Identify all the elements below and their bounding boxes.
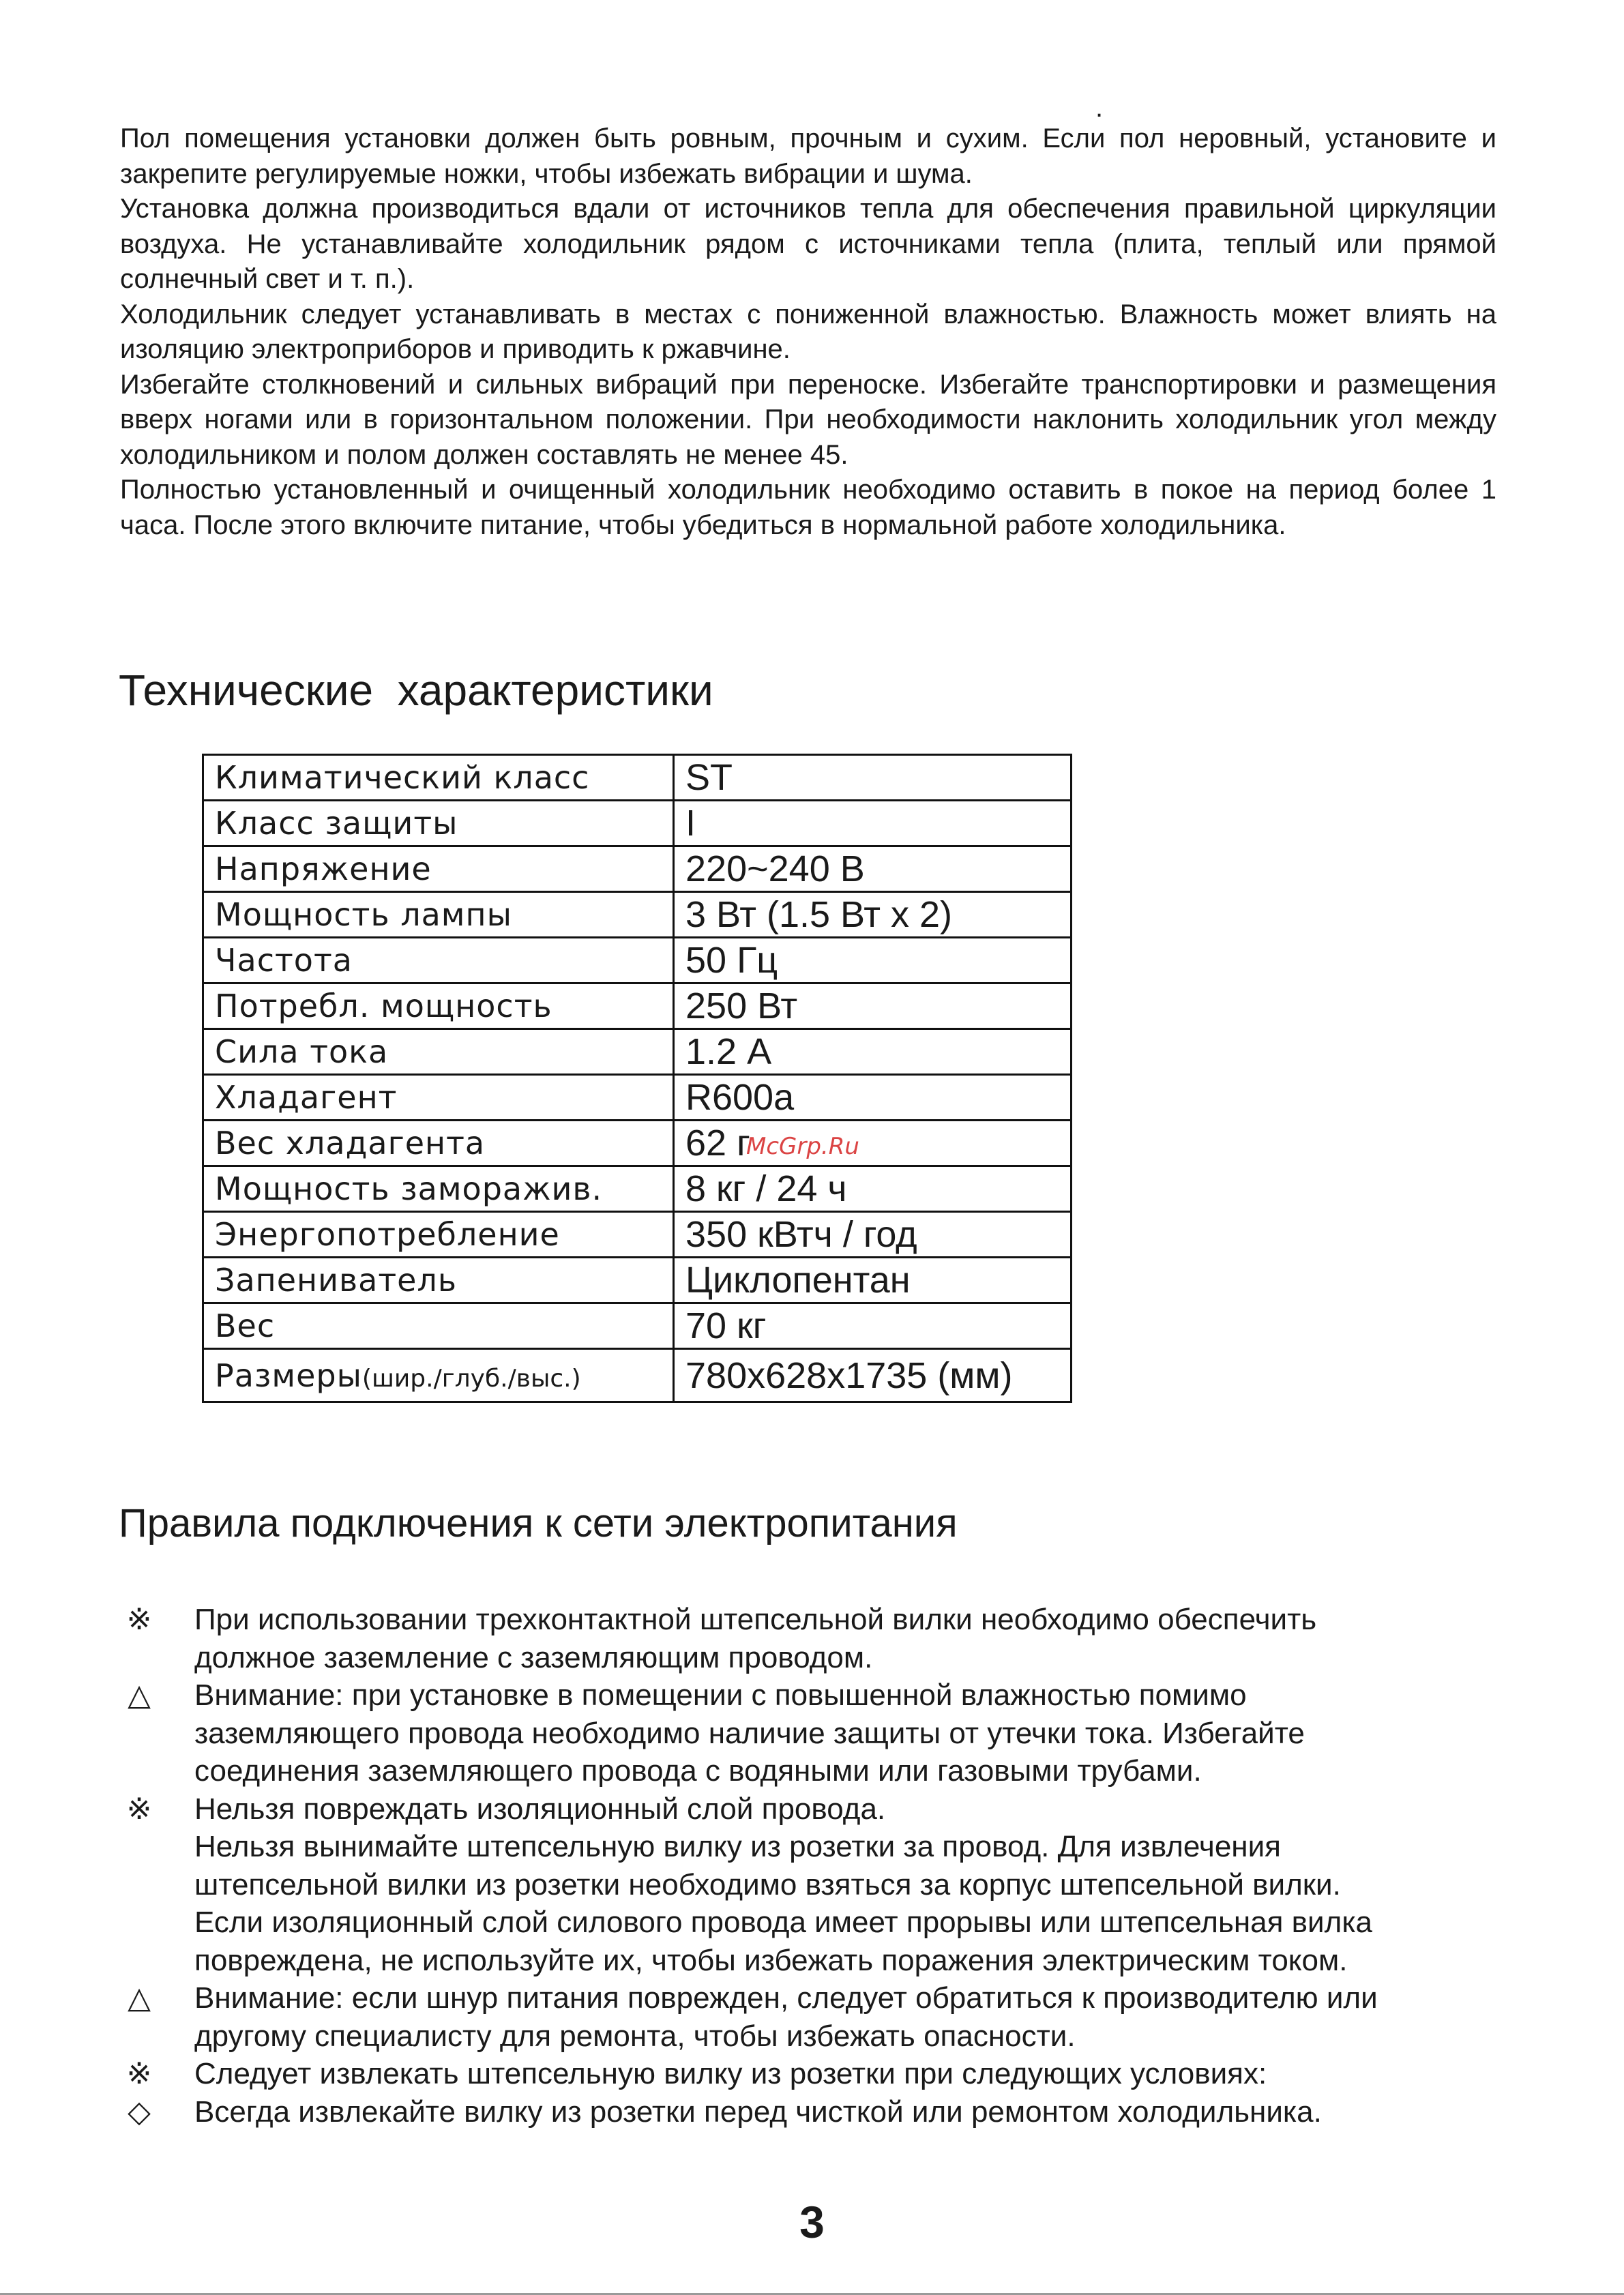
spec-label: Хладагент	[203, 1075, 674, 1121]
spec-label: Климатический класс	[203, 755, 674, 801]
spec-value: 220~240 В	[674, 846, 1072, 892]
spec-value: Циклопентан	[674, 1258, 1072, 1303]
table-row	[203, 1121, 1072, 1166]
intro-paragraph: Избегайте столкновений и сильных вибраций при переноске. Избегайте транспортировки и размещения вверх ногами или в горизонтальном положении. При необходимости наклонить холодильник угол между холодильником и полом должен составлять не менее 45.	[120, 369, 1496, 470]
spec-label-text: Размеры	[215, 1357, 362, 1394]
warning-triangle-icon: △	[128, 1981, 151, 2015]
electrical-rules-title: Правила подключения к сети электропитания	[119, 1501, 958, 1545]
table-row	[203, 892, 1072, 938]
spec-value: R600a	[674, 1075, 1072, 1121]
spec-value: 62 г	[674, 1121, 1072, 1166]
spec-value: 250 Вт	[674, 983, 1072, 1029]
list-item	[119, 1790, 1551, 1980]
spec-label: Сила тока	[203, 1029, 674, 1075]
installation-instructions	[120, 121, 1496, 543]
electrical-rules-list	[119, 1601, 1551, 2131]
spec-label: Потребл. мощность	[203, 983, 674, 1029]
intro-paragraph: Установка должна производиться вдали от источников тепла для обеспечения правильной циркуляции воздуха. Не устанавливайте холодильник рядом с источниками тепла (плита, теплый или прямой солнечный свет и т. п.).	[120, 194, 1496, 294]
reference-mark-icon: ※	[126, 1791, 152, 1826]
rule-text: Всегда извлекайте вилку из розетки перед чисткой или ремонтом холодильника.	[194, 2094, 1322, 2129]
spec-value: 350 кВтч / год	[674, 1212, 1072, 1258]
tech-specs-title: Технические характеристики	[119, 666, 713, 715]
reference-mark-icon: ※	[126, 2056, 152, 2091]
spec-value: 50 Гц	[674, 938, 1072, 983]
intro-paragraph: Пол помещения установки должен быть ровным, прочным и сухим. Если пол неровный, установите и закрепите регулируемые ножки, чтобы избежать вибрации и шума.	[120, 123, 1496, 189]
warning-triangle-icon: △	[128, 1678, 151, 1713]
list-item	[119, 2055, 1551, 2093]
rule-text: Внимание: при установке в помещении с повышенной влажностью помимо заземляющего провода необходимо наличие защиты от утечки тока. Избегайте соединения заземляющего провода с водяными или газовыми трубами.	[194, 1678, 1305, 1788]
rule-text: При использовании трехконтактной штепсельной вилки необходимо обеспечить должное заземление с заземляющим проводом.	[194, 1603, 1317, 1674]
spec-label: Мощность лампы	[203, 892, 674, 938]
table-row	[203, 846, 1072, 892]
list-item	[119, 1676, 1551, 1790]
rule-text: Следует извлекать штепсельную вилку из розетки при следующих условиях:	[194, 2057, 1267, 2090]
table-row	[203, 1166, 1072, 1212]
spec-label: Вес	[203, 1303, 674, 1349]
top-mark: .	[1095, 93, 1104, 123]
table-row	[203, 1349, 1072, 1402]
spec-label: Вес хладагента	[203, 1121, 674, 1166]
spec-value: 70 кг	[674, 1303, 1072, 1349]
spec-value: 780x628x1735 (мм)	[674, 1349, 1072, 1402]
spec-label-suffix: (шир./глуб./выс.)	[361, 1364, 581, 1393]
table-row	[203, 983, 1072, 1029]
intro-paragraph: Холодильник следует устанавливать в местах с пониженной влажностью. Влажность может влиять на изоляцию электроприборов и приводить к ржавчине.	[120, 299, 1496, 364]
spec-label: Частота	[203, 938, 674, 983]
spec-label	[203, 1349, 674, 1402]
reference-mark-icon: ※	[126, 1602, 152, 1637]
table-row	[203, 755, 1072, 801]
table-row	[203, 1258, 1072, 1303]
table-row	[203, 1212, 1072, 1258]
table-row	[203, 1303, 1072, 1349]
table-row	[203, 938, 1072, 983]
spec-label: Запениватель	[203, 1258, 674, 1303]
spec-value: 8 кг / 24 ч	[674, 1166, 1072, 1212]
list-item	[119, 1979, 1551, 2055]
spec-table	[202, 754, 1072, 1403]
spec-label: Класс защиты	[203, 801, 674, 846]
rule-text: Нельзя повреждать изоляционный слой провода. Нельзя вынимайте штепсельную вилку из розетки за провод. Для извлечения штепсельной вилки из розетки необходимо взяться за корпус штепсельной вилки. Если изоляционный слой силового провода имеет прорывы или штепсельная вилка повреждена, не используйте их, чтобы избежать поражения электрическим током.	[194, 1792, 1372, 1977]
watermark: McGrp.Ru	[746, 1133, 859, 1160]
list-item	[119, 1601, 1551, 1676]
rule-text: Внимание: если шнур питания поврежден, следует обратиться к производителю или другому специалисту для ремонта, чтобы избежать опасности.	[194, 1981, 1378, 2053]
spec-label: Напряжение	[203, 846, 674, 892]
table-row	[203, 801, 1072, 846]
table-row	[203, 1029, 1072, 1075]
spec-value: I	[674, 801, 1072, 846]
table-row	[203, 1075, 1072, 1121]
diamond-icon: ◇	[128, 2094, 151, 2129]
spec-value: 3 Вт (1.5 Вт х 2)	[674, 892, 1072, 938]
spec-label: Мощность заморажив.	[203, 1166, 674, 1212]
spec-label: Энергопотребление	[203, 1212, 674, 1258]
spec-value: ST	[674, 755, 1072, 801]
intro-paragraph: Полностью установленный и очищенный холодильник необходимо оставить в покое на период более 1 часа. После этого включите питание, чтобы убедиться в нормальной работе холодильника.	[120, 475, 1496, 540]
page-number: 3	[799, 2197, 825, 2247]
list-item	[119, 2093, 1551, 2131]
spec-value: 1.2 А	[674, 1029, 1072, 1075]
